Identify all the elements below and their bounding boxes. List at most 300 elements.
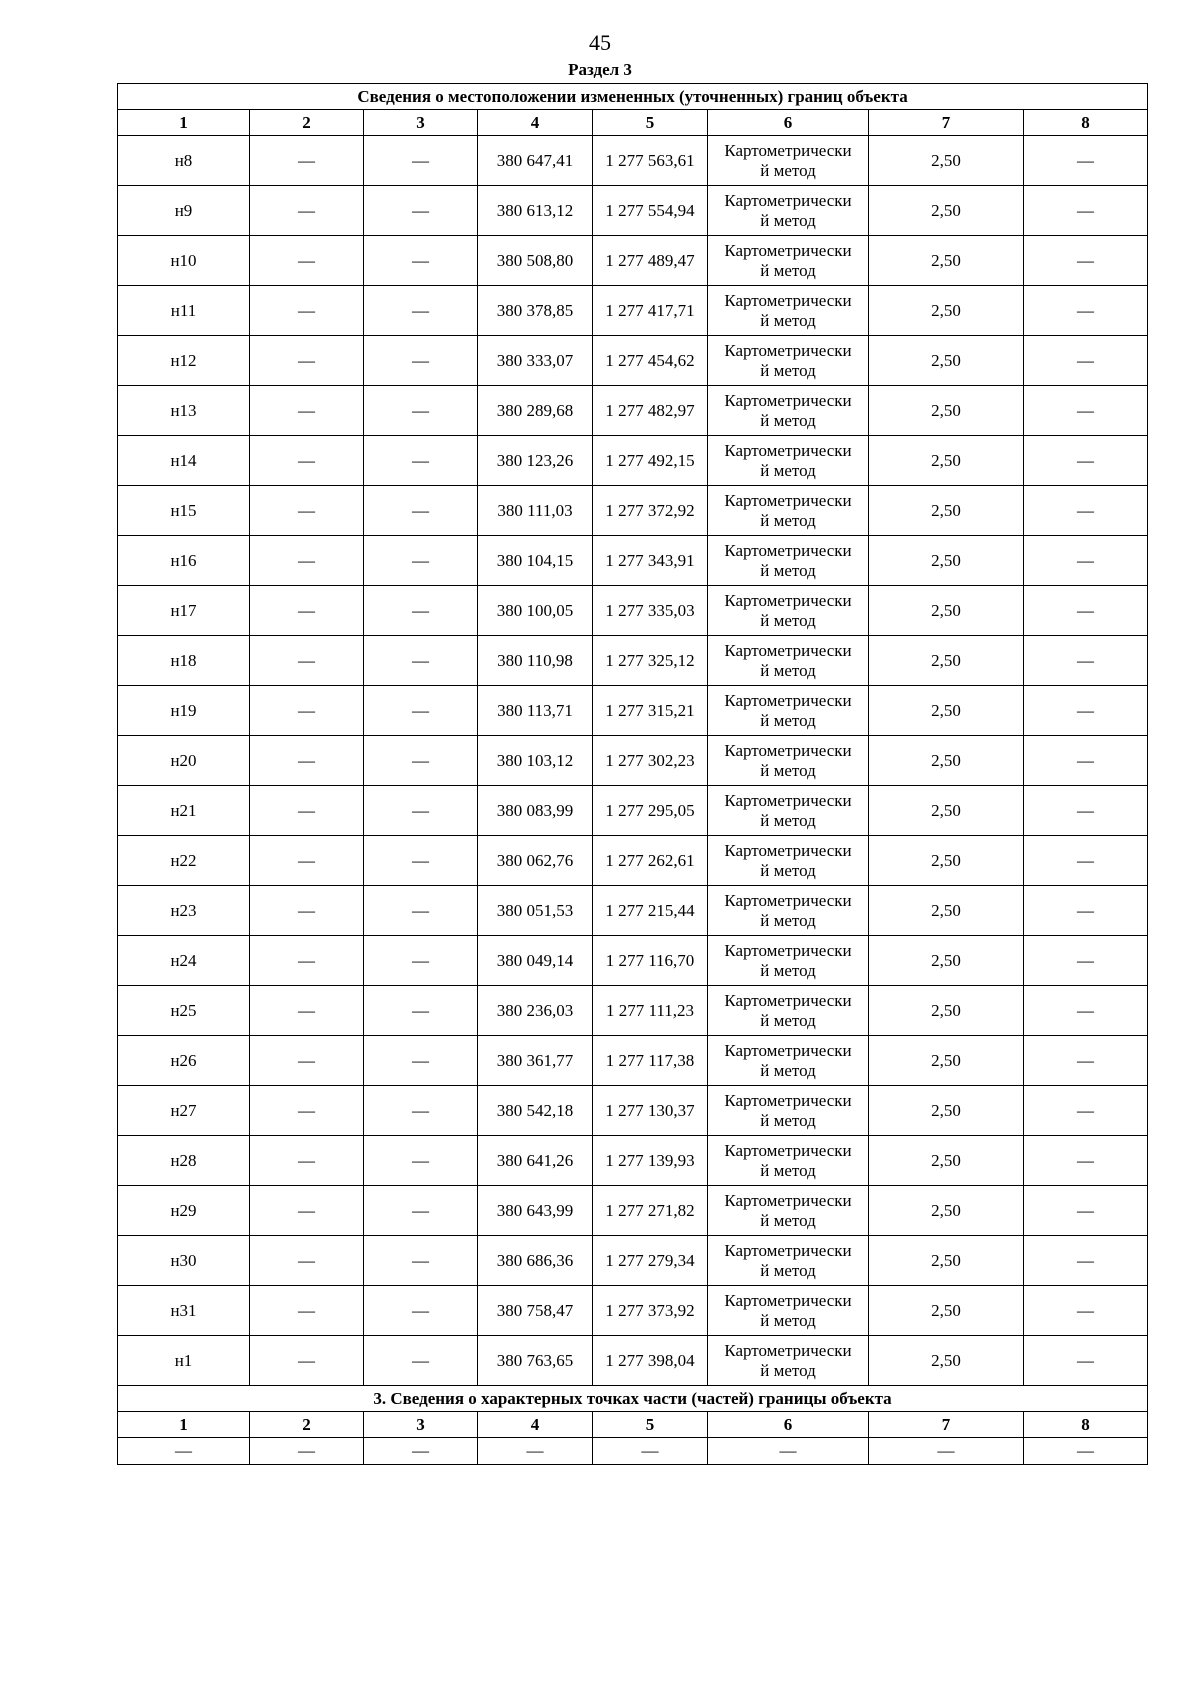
point-name: н25 bbox=[118, 986, 250, 1036]
empty-value: — bbox=[250, 1438, 364, 1465]
col8-value: — bbox=[1024, 986, 1148, 1036]
accuracy: 2,50 bbox=[869, 1336, 1024, 1386]
method bbox=[708, 436, 869, 486]
col2-value: — bbox=[250, 786, 364, 836]
col8-value: — bbox=[1024, 686, 1148, 736]
table-row bbox=[118, 236, 1148, 286]
method-line-1: Картометрически bbox=[724, 1040, 852, 1060]
table-row bbox=[118, 736, 1148, 786]
point-name: н29 bbox=[118, 1186, 250, 1236]
x-coordinate: 380 049,14 bbox=[478, 936, 593, 986]
method bbox=[708, 586, 869, 636]
col2-value: — bbox=[250, 386, 364, 436]
col2-value: — bbox=[250, 486, 364, 536]
empty-value: — bbox=[593, 1438, 708, 1465]
table-row bbox=[118, 286, 1148, 336]
col8-value: — bbox=[1024, 486, 1148, 536]
method-line-2: й метод bbox=[760, 1210, 816, 1230]
col3-value: — bbox=[364, 1286, 478, 1336]
point-name: н24 bbox=[118, 936, 250, 986]
accuracy: 2,50 bbox=[869, 836, 1024, 886]
col2-value: — bbox=[250, 886, 364, 936]
method-line-1: Картометрически bbox=[724, 640, 852, 660]
point-name: н21 bbox=[118, 786, 250, 836]
col2-value: — bbox=[250, 736, 364, 786]
method-line-2: й метод bbox=[760, 960, 816, 980]
method bbox=[708, 486, 869, 536]
column-header: 5 bbox=[593, 110, 708, 136]
method bbox=[708, 136, 869, 186]
table-row bbox=[118, 436, 1148, 486]
col3-value: — bbox=[364, 1186, 478, 1236]
accuracy: 2,50 bbox=[869, 586, 1024, 636]
y-coordinate: 1 277 139,93 bbox=[593, 1136, 708, 1186]
empty-value: — bbox=[708, 1438, 869, 1465]
method-line-1: Картометрически bbox=[724, 1340, 852, 1360]
col8-value: — bbox=[1024, 186, 1148, 236]
col3-value: — bbox=[364, 186, 478, 236]
y-coordinate: 1 277 398,04 bbox=[593, 1336, 708, 1386]
col2-value: — bbox=[250, 336, 364, 386]
x-coordinate: 380 542,18 bbox=[478, 1086, 593, 1136]
method bbox=[708, 186, 869, 236]
x-coordinate: 380 110,98 bbox=[478, 636, 593, 686]
table-row bbox=[118, 336, 1148, 386]
col3-value: — bbox=[364, 1236, 478, 1286]
col2-value: — bbox=[250, 286, 364, 336]
column-header: 1 bbox=[118, 1412, 250, 1438]
table-row bbox=[118, 1286, 1148, 1336]
accuracy: 2,50 bbox=[869, 786, 1024, 836]
method-line-1: Картометрически bbox=[724, 490, 852, 510]
y-coordinate: 1 277 492,15 bbox=[593, 436, 708, 486]
col8-value: — bbox=[1024, 1186, 1148, 1236]
method-line-2: й метод bbox=[760, 1310, 816, 1330]
y-coordinate: 1 277 454,62 bbox=[593, 336, 708, 386]
column-header: 2 bbox=[250, 1412, 364, 1438]
column-header: 7 bbox=[869, 110, 1024, 136]
col2-value: — bbox=[250, 1086, 364, 1136]
col2-value: — bbox=[250, 1186, 364, 1236]
column-header: 8 bbox=[1024, 1412, 1148, 1438]
method-line-2: й метод bbox=[760, 860, 816, 880]
y-coordinate: 1 277 302,23 bbox=[593, 736, 708, 786]
col3-value: — bbox=[364, 1086, 478, 1136]
method-line-2: й метод bbox=[760, 1060, 816, 1080]
column-header: 4 bbox=[478, 110, 593, 136]
x-coordinate: 380 051,53 bbox=[478, 886, 593, 936]
point-name: н30 bbox=[118, 1236, 250, 1286]
method-line-1: Картометрически bbox=[724, 290, 852, 310]
col8-value: — bbox=[1024, 636, 1148, 686]
table-row bbox=[118, 136, 1148, 186]
empty-value: — bbox=[1024, 1438, 1148, 1465]
col8-value: — bbox=[1024, 786, 1148, 836]
y-coordinate: 1 277 315,21 bbox=[593, 686, 708, 736]
method-line-2: й метод bbox=[760, 260, 816, 280]
method-line-1: Картометрически bbox=[724, 340, 852, 360]
point-name: н11 bbox=[118, 286, 250, 336]
method-line-2: й метод bbox=[760, 1110, 816, 1130]
accuracy: 2,50 bbox=[869, 1286, 1024, 1336]
col2-value: — bbox=[250, 1336, 364, 1386]
method-line-1: Картометрически bbox=[724, 840, 852, 860]
col8-value: — bbox=[1024, 236, 1148, 286]
table-row bbox=[118, 586, 1148, 636]
method-line-1: Картометрически bbox=[724, 890, 852, 910]
x-coordinate: 380 111,03 bbox=[478, 486, 593, 536]
col2-value: — bbox=[250, 1136, 364, 1186]
method-line-1: Картометрически bbox=[724, 1240, 852, 1260]
y-coordinate: 1 277 117,38 bbox=[593, 1036, 708, 1086]
page-number: 45 bbox=[589, 30, 611, 55]
table-title: Сведения о местоположении измененных (уточненных) границ объекта bbox=[118, 84, 1148, 110]
col2-value: — bbox=[250, 1286, 364, 1336]
method-line-2: й метод bbox=[760, 1260, 816, 1280]
x-coordinate: 380 100,05 bbox=[478, 586, 593, 636]
y-coordinate: 1 277 482,97 bbox=[593, 386, 708, 436]
method-line-1: Картометрически bbox=[724, 790, 852, 810]
x-coordinate: 380 289,68 bbox=[478, 386, 593, 436]
col2-value: — bbox=[250, 536, 364, 586]
x-coordinate: 380 062,76 bbox=[478, 836, 593, 886]
x-coordinate: 380 758,47 bbox=[478, 1286, 593, 1336]
method bbox=[708, 1286, 869, 1336]
y-coordinate: 1 277 373,92 bbox=[593, 1286, 708, 1336]
table-row bbox=[118, 386, 1148, 436]
y-coordinate: 1 277 489,47 bbox=[593, 236, 708, 286]
table-row bbox=[118, 1336, 1148, 1386]
col8-value: — bbox=[1024, 1086, 1148, 1136]
column-header: 6 bbox=[708, 1412, 869, 1438]
y-coordinate: 1 277 262,61 bbox=[593, 836, 708, 886]
accuracy: 2,50 bbox=[869, 886, 1024, 936]
col3-value: — bbox=[364, 786, 478, 836]
accuracy: 2,50 bbox=[869, 386, 1024, 436]
x-coordinate: 380 641,26 bbox=[478, 1136, 593, 1186]
x-coordinate: 380 104,15 bbox=[478, 536, 593, 586]
boundaries-table bbox=[117, 83, 1148, 1465]
subsection-header-row bbox=[118, 1412, 1148, 1438]
col2-value: — bbox=[250, 1236, 364, 1286]
method bbox=[708, 986, 869, 1036]
col8-value: — bbox=[1024, 836, 1148, 886]
method bbox=[708, 1036, 869, 1086]
method-line-2: й метод bbox=[760, 810, 816, 830]
col8-value: — bbox=[1024, 1236, 1148, 1286]
method bbox=[708, 836, 869, 886]
method bbox=[708, 386, 869, 436]
method-line-1: Картометрически bbox=[724, 940, 852, 960]
method bbox=[708, 336, 869, 386]
method-line-1: Картометрически bbox=[724, 690, 852, 710]
point-name: н8 bbox=[118, 136, 250, 186]
method bbox=[708, 936, 869, 986]
col3-value: — bbox=[364, 386, 478, 436]
x-coordinate: 380 113,71 bbox=[478, 686, 593, 736]
point-name: н10 bbox=[118, 236, 250, 286]
table-row bbox=[118, 1086, 1148, 1136]
point-name: н15 bbox=[118, 486, 250, 536]
col3-value: — bbox=[364, 836, 478, 886]
table-row bbox=[118, 836, 1148, 886]
x-coordinate: 380 123,26 bbox=[478, 436, 593, 486]
y-coordinate: 1 277 335,03 bbox=[593, 586, 708, 636]
point-name: н14 bbox=[118, 436, 250, 486]
method-line-1: Картометрически bbox=[724, 590, 852, 610]
col3-value: — bbox=[364, 336, 478, 386]
method bbox=[708, 1336, 869, 1386]
table-row bbox=[118, 536, 1148, 586]
accuracy: 2,50 bbox=[869, 236, 1024, 286]
table-row bbox=[118, 936, 1148, 986]
empty-value: — bbox=[869, 1438, 1024, 1465]
col3-value: — bbox=[364, 936, 478, 986]
point-name: н1 bbox=[118, 1336, 250, 1386]
accuracy: 2,50 bbox=[869, 1236, 1024, 1286]
subsection-title-row bbox=[118, 1386, 1148, 1412]
point-name: н20 bbox=[118, 736, 250, 786]
subsection-row bbox=[118, 1438, 1148, 1465]
column-header: 6 bbox=[708, 110, 869, 136]
y-coordinate: 1 277 563,61 bbox=[593, 136, 708, 186]
table-row bbox=[118, 636, 1148, 686]
accuracy: 2,50 bbox=[869, 686, 1024, 736]
col3-value: — bbox=[364, 586, 478, 636]
col2-value: — bbox=[250, 686, 364, 736]
table-row bbox=[118, 886, 1148, 936]
table-row bbox=[118, 1186, 1148, 1236]
point-name: н31 bbox=[118, 1286, 250, 1336]
y-coordinate: 1 277 130,37 bbox=[593, 1086, 708, 1136]
column-header: 1 bbox=[118, 110, 250, 136]
method-line-1: Картометрически bbox=[724, 440, 852, 460]
column-header: 3 bbox=[364, 1412, 478, 1438]
y-coordinate: 1 277 554,94 bbox=[593, 186, 708, 236]
col8-value: — bbox=[1024, 286, 1148, 336]
col2-value: — bbox=[250, 236, 364, 286]
x-coordinate: 380 083,99 bbox=[478, 786, 593, 836]
method bbox=[708, 1086, 869, 1136]
accuracy: 2,50 bbox=[869, 336, 1024, 386]
col8-value: — bbox=[1024, 736, 1148, 786]
method bbox=[708, 286, 869, 336]
col3-value: — bbox=[364, 986, 478, 1036]
accuracy: 2,50 bbox=[869, 936, 1024, 986]
table-row bbox=[118, 1136, 1148, 1186]
accuracy: 2,50 bbox=[869, 1086, 1024, 1136]
table-title-row bbox=[118, 84, 1148, 110]
method-line-2: й метод bbox=[760, 710, 816, 730]
col2-value: — bbox=[250, 636, 364, 686]
col8-value: — bbox=[1024, 436, 1148, 486]
method-line-2: й метод bbox=[760, 560, 816, 580]
method-line-1: Картометрически bbox=[724, 1290, 852, 1310]
accuracy: 2,50 bbox=[869, 1186, 1024, 1236]
col3-value: — bbox=[364, 736, 478, 786]
method-line-1: Картометрически bbox=[724, 1140, 852, 1160]
x-coordinate: 380 361,77 bbox=[478, 1036, 593, 1086]
accuracy: 2,50 bbox=[869, 136, 1024, 186]
method bbox=[708, 686, 869, 736]
method-line-1: Картометрически bbox=[724, 540, 852, 560]
col2-value: — bbox=[250, 136, 364, 186]
col2-value: — bbox=[250, 1036, 364, 1086]
column-header: 2 bbox=[250, 110, 364, 136]
column-header: 3 bbox=[364, 110, 478, 136]
method-line-2: й метод bbox=[760, 1010, 816, 1030]
table-row bbox=[118, 486, 1148, 536]
point-name: н23 bbox=[118, 886, 250, 936]
y-coordinate: 1 277 343,91 bbox=[593, 536, 708, 586]
x-coordinate: 380 378,85 bbox=[478, 286, 593, 336]
method-line-2: й метод bbox=[760, 1160, 816, 1180]
y-coordinate: 1 277 215,44 bbox=[593, 886, 708, 936]
table-row bbox=[118, 686, 1148, 736]
table-row bbox=[118, 1236, 1148, 1286]
col2-value: — bbox=[250, 986, 364, 1036]
col3-value: — bbox=[364, 886, 478, 936]
col3-value: — bbox=[364, 436, 478, 486]
y-coordinate: 1 277 279,34 bbox=[593, 1236, 708, 1286]
col3-value: — bbox=[364, 1036, 478, 1086]
method-line-2: й метод bbox=[760, 160, 816, 180]
table-row bbox=[118, 1036, 1148, 1086]
col8-value: — bbox=[1024, 586, 1148, 636]
method-line-2: й метод bbox=[760, 1360, 816, 1380]
col2-value: — bbox=[250, 586, 364, 636]
y-coordinate: 1 277 417,71 bbox=[593, 286, 708, 336]
x-coordinate: 380 647,41 bbox=[478, 136, 593, 186]
point-name: н18 bbox=[118, 636, 250, 686]
accuracy: 2,50 bbox=[869, 636, 1024, 686]
method-line-1: Картометрически bbox=[724, 1190, 852, 1210]
y-coordinate: 1 277 372,92 bbox=[593, 486, 708, 536]
method-line-1: Картометрически bbox=[724, 990, 852, 1010]
method-line-1: Картометрически bbox=[724, 240, 852, 260]
column-header: 8 bbox=[1024, 110, 1148, 136]
x-coordinate: 380 686,36 bbox=[478, 1236, 593, 1286]
col2-value: — bbox=[250, 436, 364, 486]
point-name: н26 bbox=[118, 1036, 250, 1086]
x-coordinate: 380 508,80 bbox=[478, 236, 593, 286]
col3-value: — bbox=[364, 636, 478, 686]
col3-value: — bbox=[364, 536, 478, 586]
column-header: 5 bbox=[593, 1412, 708, 1438]
col2-value: — bbox=[250, 936, 364, 986]
empty-value: — bbox=[478, 1438, 593, 1465]
method bbox=[708, 786, 869, 836]
table-row bbox=[118, 986, 1148, 1036]
point-name: н12 bbox=[118, 336, 250, 386]
col3-value: — bbox=[364, 236, 478, 286]
method bbox=[708, 1236, 869, 1286]
method bbox=[708, 536, 869, 586]
method-line-2: й метод bbox=[760, 610, 816, 630]
accuracy: 2,50 bbox=[869, 286, 1024, 336]
col3-value: — bbox=[364, 686, 478, 736]
col8-value: — bbox=[1024, 886, 1148, 936]
method bbox=[708, 1136, 869, 1186]
y-coordinate: 1 277 271,82 bbox=[593, 1186, 708, 1236]
col8-value: — bbox=[1024, 136, 1148, 186]
x-coordinate: 380 643,99 bbox=[478, 1186, 593, 1236]
accuracy: 2,50 bbox=[869, 986, 1024, 1036]
table-row bbox=[118, 786, 1148, 836]
col8-value: — bbox=[1024, 536, 1148, 586]
x-coordinate: 380 103,12 bbox=[478, 736, 593, 786]
col8-value: — bbox=[1024, 936, 1148, 986]
y-coordinate: 1 277 116,70 bbox=[593, 936, 708, 986]
col8-value: — bbox=[1024, 1286, 1148, 1336]
method-line-2: й метод bbox=[760, 460, 816, 480]
method-line-2: й метод bbox=[760, 660, 816, 680]
column-header-row bbox=[118, 110, 1148, 136]
x-coordinate: 380 236,03 bbox=[478, 986, 593, 1036]
method bbox=[708, 636, 869, 686]
x-coordinate: 380 613,12 bbox=[478, 186, 593, 236]
col8-value: — bbox=[1024, 336, 1148, 386]
method-line-2: й метод bbox=[760, 510, 816, 530]
subsection-title: 3. Сведения о характерных точках части (частей) границы объекта bbox=[118, 1386, 1148, 1412]
method bbox=[708, 886, 869, 936]
point-name: н22 bbox=[118, 836, 250, 886]
point-name: н17 bbox=[118, 586, 250, 636]
accuracy: 2,50 bbox=[869, 436, 1024, 486]
y-coordinate: 1 277 295,05 bbox=[593, 786, 708, 836]
method bbox=[708, 236, 869, 286]
x-coordinate: 380 763,65 bbox=[478, 1336, 593, 1386]
method-line-2: й метод bbox=[760, 410, 816, 430]
column-header: 4 bbox=[478, 1412, 593, 1438]
col3-value: — bbox=[364, 486, 478, 536]
col8-value: — bbox=[1024, 1136, 1148, 1186]
col3-value: — bbox=[364, 136, 478, 186]
col8-value: — bbox=[1024, 1036, 1148, 1086]
method-line-2: й метод bbox=[760, 310, 816, 330]
accuracy: 2,50 bbox=[869, 486, 1024, 536]
column-header: 7 bbox=[869, 1412, 1024, 1438]
method-line-2: й метод bbox=[760, 910, 816, 930]
method-line-2: й метод bbox=[760, 360, 816, 380]
accuracy: 2,50 bbox=[869, 1036, 1024, 1086]
accuracy: 2,50 bbox=[869, 536, 1024, 586]
accuracy: 2,50 bbox=[869, 736, 1024, 786]
method-line-2: й метод bbox=[760, 210, 816, 230]
table-row bbox=[118, 186, 1148, 236]
section-label: Раздел 3 bbox=[568, 60, 632, 79]
y-coordinate: 1 277 325,12 bbox=[593, 636, 708, 686]
point-name: н27 bbox=[118, 1086, 250, 1136]
method-line-2: й метод bbox=[760, 760, 816, 780]
empty-value: — bbox=[364, 1438, 478, 1465]
method bbox=[708, 1186, 869, 1236]
method-line-1: Картометрически bbox=[724, 190, 852, 210]
col3-value: — bbox=[364, 1336, 478, 1386]
col3-value: — bbox=[364, 286, 478, 336]
method-line-1: Картометрически bbox=[724, 1090, 852, 1110]
point-name: н19 bbox=[118, 686, 250, 736]
method-line-1: Картометрически bbox=[724, 740, 852, 760]
col8-value: — bbox=[1024, 1336, 1148, 1386]
y-coordinate: 1 277 111,23 bbox=[593, 986, 708, 1036]
col3-value: — bbox=[364, 1136, 478, 1186]
point-name: н9 bbox=[118, 186, 250, 236]
point-name: н28 bbox=[118, 1136, 250, 1186]
accuracy: 2,50 bbox=[869, 1136, 1024, 1186]
empty-value: — bbox=[118, 1438, 250, 1465]
point-name: н13 bbox=[118, 386, 250, 436]
